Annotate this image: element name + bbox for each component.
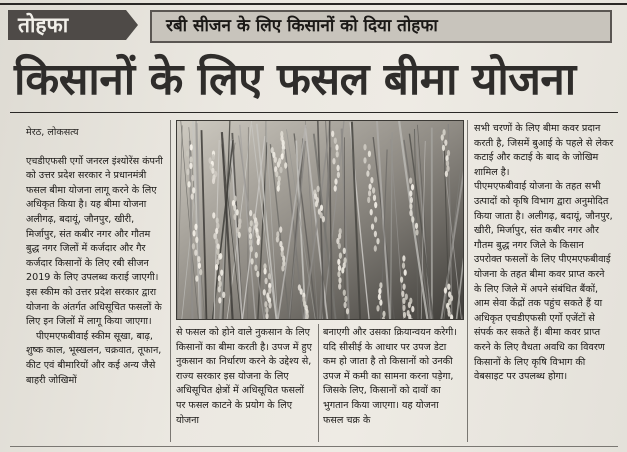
section-tag-arrow bbox=[126, 10, 138, 40]
rice-crop-image bbox=[177, 121, 463, 319]
col1-para-2: पीएमएफबीवाई स्कीम सूखा, बाढ़, शुष्क काल, भूस्खलन, चक्रवात, तूफान, कीट एवं बीमारियों और कई अन्य जैसे बाहरी जोखिमों bbox=[26, 330, 162, 386]
subheadline: रबी सीजन के लिए किसानों को दिया तोहफा bbox=[150, 10, 612, 43]
headline-rule bbox=[10, 112, 618, 113]
col4-para-2: पीएमएफबीवाई योजना के तहत सभी उत्पादों को कृषि विभाग द्वारा अनुमोदित किया जाता है। अलीगढ़, बदायूं, जौनपुर, खीरी, मिर्जापुर, संत कबीर नगर और गौतम बुद्ध नगर जिले के किसान उपरोक्त फसलों के लिए पीएमएफबीवाई योजना के तहत बीमा कवर प्राप्त करने के लिए जिले में अपने संबंधित बैंकों, आम सेवा केंद्रों तक पहुंच सकते हैं या अधिकृत एचडीएफसी एर्गो एजेंटों से संपर्क कर सकते हैं। बीमा कवर प्राप्त करने के लिए वैधता अवधि का विवरण किसानों के लिए कृषि विभाग की वेबसाइट पर उपलब्ध होगा। bbox=[474, 181, 613, 383]
column-2 bbox=[176, 326, 314, 428]
col1-para-1: एचडीएफसी एर्गो जनरल इंश्योरेंस कंपनी को उत्तर प्रदेश सरकार ने प्रधानमंत्री फसल बीमा योजना लागू करने के लिए अधिकृत किया है। यह बीमा योजना अलीगढ़, बदायूं, जौनपुर, खीरी, मिर्जापुर, संत कबीर नगर और गौतम बुद्ध नगर जिलों में कर्जदार और गैर कर्जदार किसानों के लिए रबी सीजन 2019 के लिए उपलब्ध कराई जाएगी। इस स्कीम को उत्तर प्रदेश सरकार द्वारा योजना के अंतर्गत अधिसूचित फसलों के लिए इन जिलों में लागू किया जाएगा। bbox=[26, 155, 163, 328]
column-1 bbox=[26, 126, 166, 388]
col3-text: बनाएगी और उसका क्रियान्वयन करेगी। यदि सीसीई के आधार पर उपज डेटा कम हो जाता है तो किसानों को उनकी उपज में कमी का सामना करना पड़ेगा, जिसके लिए, किसानों को दावों का भुगतान किया जाएगा। यह योजना फसल चक्र के bbox=[323, 327, 457, 426]
column-rule-2 bbox=[318, 324, 319, 442]
headline: किसानों के लिए फसल बीमा योजना bbox=[14, 54, 576, 105]
section-tag: तोहफा bbox=[8, 10, 126, 40]
dateline: मेरठ, लोकसत्य bbox=[26, 127, 79, 138]
column-3 bbox=[323, 326, 461, 428]
col4-para-1: सभी चरणों के लिए बीमा कवर प्रदान करती है, जिसमें बुआई के पहले से लेकर कटाई और कटाई के बाद के जोखिम शामिल है। bbox=[474, 123, 614, 178]
column-rule-3 bbox=[467, 120, 468, 442]
top-rule bbox=[0, 3, 627, 5]
column-rule-1 bbox=[170, 120, 171, 442]
column-4 bbox=[474, 122, 614, 385]
col2-text: से फसल को होने वाले नुकसान के लिए किसानों का बीमा करती है। उपज में हुए नुकसान का निर्धारण करने के उद्देश्य से, राज्य सरकार इस योजना के लिए अधिसूचित क्षेत्रों में अधिसूचित फसलों पर फसल काटने के प्रयोग के लिए योजना bbox=[176, 327, 312, 426]
bottom-rule bbox=[10, 446, 618, 447]
crop-photo bbox=[176, 120, 464, 320]
